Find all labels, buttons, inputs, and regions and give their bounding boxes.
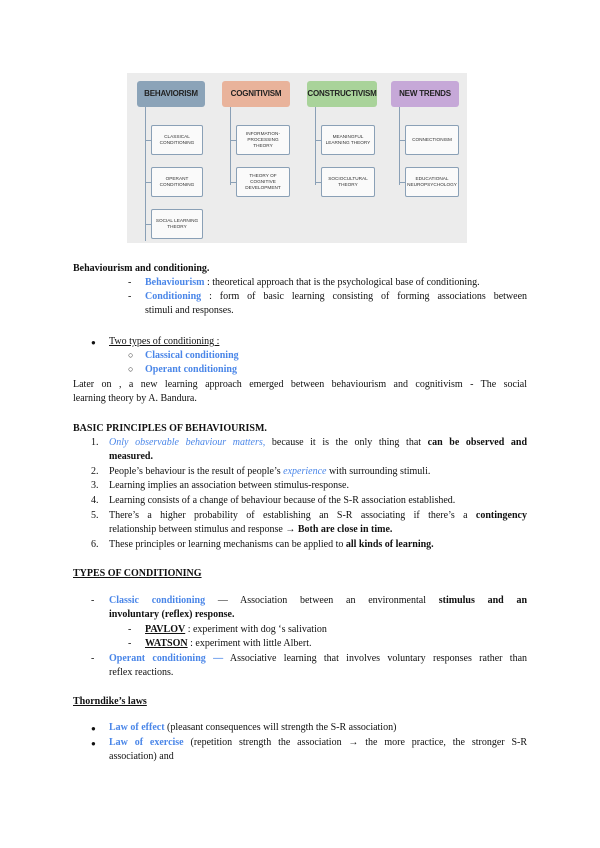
- behaviorism-header: BEHAVIORISM: [137, 81, 205, 107]
- text: Associative learning that involves voluntary responses rather than: [229, 653, 528, 664]
- diagram-box: INFORMATION-PROCESSING THEORY: [236, 125, 290, 155]
- example-line: [145, 637, 311, 651]
- text: relationship between stimulus and response →: [109, 524, 296, 535]
- italic-text: experience: [283, 466, 327, 477]
- term: Behaviourism: [145, 277, 205, 288]
- text: : experiment with dog ‘s salivation: [187, 624, 327, 635]
- bullet: ●: [91, 724, 96, 733]
- list-number: 3.: [91, 480, 99, 491]
- law-line: [109, 721, 396, 735]
- bold-text: all kinds of learning.: [345, 539, 434, 550]
- dash: -: [91, 595, 95, 606]
- text: These principles or learning mechanisms can be applied to: [109, 539, 344, 550]
- name: PAVLOV: [145, 624, 186, 635]
- list-number: 1.: [91, 437, 99, 448]
- principle-line: [109, 509, 527, 523]
- example-line: [145, 623, 327, 637]
- bullet: ●: [91, 338, 96, 347]
- bold-text: stimulus and an: [438, 595, 528, 606]
- dash: -: [128, 638, 132, 649]
- diagram-box: EDUCATIONAL NEUROPSYCHOLOGY: [405, 167, 459, 197]
- list-item: Two types of conditioning :: [109, 336, 220, 347]
- definition-text: : theoretical approach that is the psychological base of conditioning.: [206, 277, 480, 288]
- dash: -: [128, 624, 132, 635]
- text: : experiment with little Albert.: [190, 638, 312, 649]
- diagram-box: SOCIAL LEARNING THEORY: [151, 209, 203, 239]
- cognitivism-header: COGNITIVISM: [222, 81, 290, 107]
- text: There’s a higher probability of establishing an S-R associating if there’s a: [109, 510, 468, 521]
- dash: -: [128, 277, 132, 288]
- law-line: association) and: [109, 751, 174, 762]
- list-number: 6.: [91, 539, 99, 550]
- diagram-box: MEANINGFUL LEARNING THEORY: [321, 125, 375, 155]
- term: Law of effect: [109, 722, 165, 733]
- term: Classic conditioning: [109, 595, 206, 606]
- constructivism-header: CONSTRUCTIVISM: [307, 81, 377, 107]
- bold-text: can be observed and: [427, 437, 527, 448]
- connector: [315, 107, 316, 185]
- italic-text: Only observable behaviour matters,: [109, 437, 266, 448]
- connector: [399, 107, 400, 185]
- definition-line: stimuli and responses.: [145, 305, 234, 316]
- circle-bullet: ○: [128, 350, 134, 360]
- principle-line: [109, 465, 430, 479]
- text: with surrounding stimuli.: [328, 466, 431, 477]
- principle-line: [109, 436, 527, 450]
- diagram-box: OPERANT CONDITIONING: [151, 167, 203, 197]
- principle-line: measured.: [109, 451, 153, 462]
- diagram-box: CONNECTIONISM: [405, 125, 459, 155]
- connector: [145, 107, 146, 241]
- name: WATSON: [145, 638, 188, 649]
- principle-line: Learning consists of a change of behaviour because of the S-R association established.: [109, 495, 456, 506]
- list-number: 2.: [91, 466, 99, 477]
- paragraph-line: learning theory by A. Bandura.: [73, 393, 197, 404]
- diagram-box: SOCIOCULTURAL THEORY: [321, 167, 375, 197]
- text: People’s behaviour is the result of people’s: [109, 466, 281, 477]
- section-heading: Behaviourism and conditioning.: [73, 263, 210, 274]
- text: (pleasant consequences will strength the S-R association): [167, 722, 397, 733]
- dash: -: [91, 653, 95, 664]
- list-item: Operant conditioning: [145, 364, 237, 375]
- law-line: [109, 736, 527, 750]
- section-heading: TYPES OF CONDITIONING: [73, 568, 202, 579]
- text: (repetition strength the association → the more practice, the stronger S-R: [190, 737, 528, 748]
- new-trends-header: NEW TRENDS: [391, 81, 459, 107]
- bullet: ●: [91, 739, 96, 748]
- term: Law of exercise: [109, 737, 184, 748]
- definition-line: [145, 290, 527, 304]
- circle-bullet: ○: [128, 364, 134, 374]
- list-number: 5.: [91, 510, 99, 521]
- bold-text: Both are close in time.: [297, 524, 393, 535]
- dash: -: [128, 291, 132, 302]
- section-heading: BASIC PRINCIPLES OF BEHAVIOURISM.: [73, 423, 267, 434]
- type-line: reflex reactions.: [109, 667, 174, 678]
- learning-theories-diagram: [127, 73, 467, 243]
- diagram-box: CLASSICAL CONDITIONING: [151, 125, 203, 155]
- list-item: Classical conditioning: [145, 350, 239, 361]
- principle-line: [109, 523, 392, 537]
- diagram-box: THEORY OF COGNITIVE DEVELOPMENT: [236, 167, 290, 197]
- section-heading: Thorndike’s laws: [73, 696, 147, 707]
- principle-line: [109, 538, 434, 552]
- paragraph-line: Later on , a new learning approach emerged between behaviourism and cognitivism - The social: [73, 379, 527, 390]
- type-line: involuntary (reflex) response.: [109, 609, 235, 620]
- definition-text: : form of basic learning consisting of forming associations between: [209, 291, 528, 302]
- term: Conditioning: [145, 291, 202, 302]
- text: — Association between an environmental: [217, 595, 426, 606]
- type-line: [109, 652, 527, 666]
- bold-text: contingency: [475, 510, 527, 521]
- principle-line: Learning implies an association between stimulus-response.: [109, 480, 349, 491]
- connector: [230, 107, 231, 185]
- type-line: [109, 594, 527, 608]
- term: Operant conditioning —: [109, 653, 224, 664]
- list-number: 4.: [91, 495, 99, 506]
- text: because it is the only thing that: [271, 437, 422, 448]
- definition-line: [145, 276, 480, 290]
